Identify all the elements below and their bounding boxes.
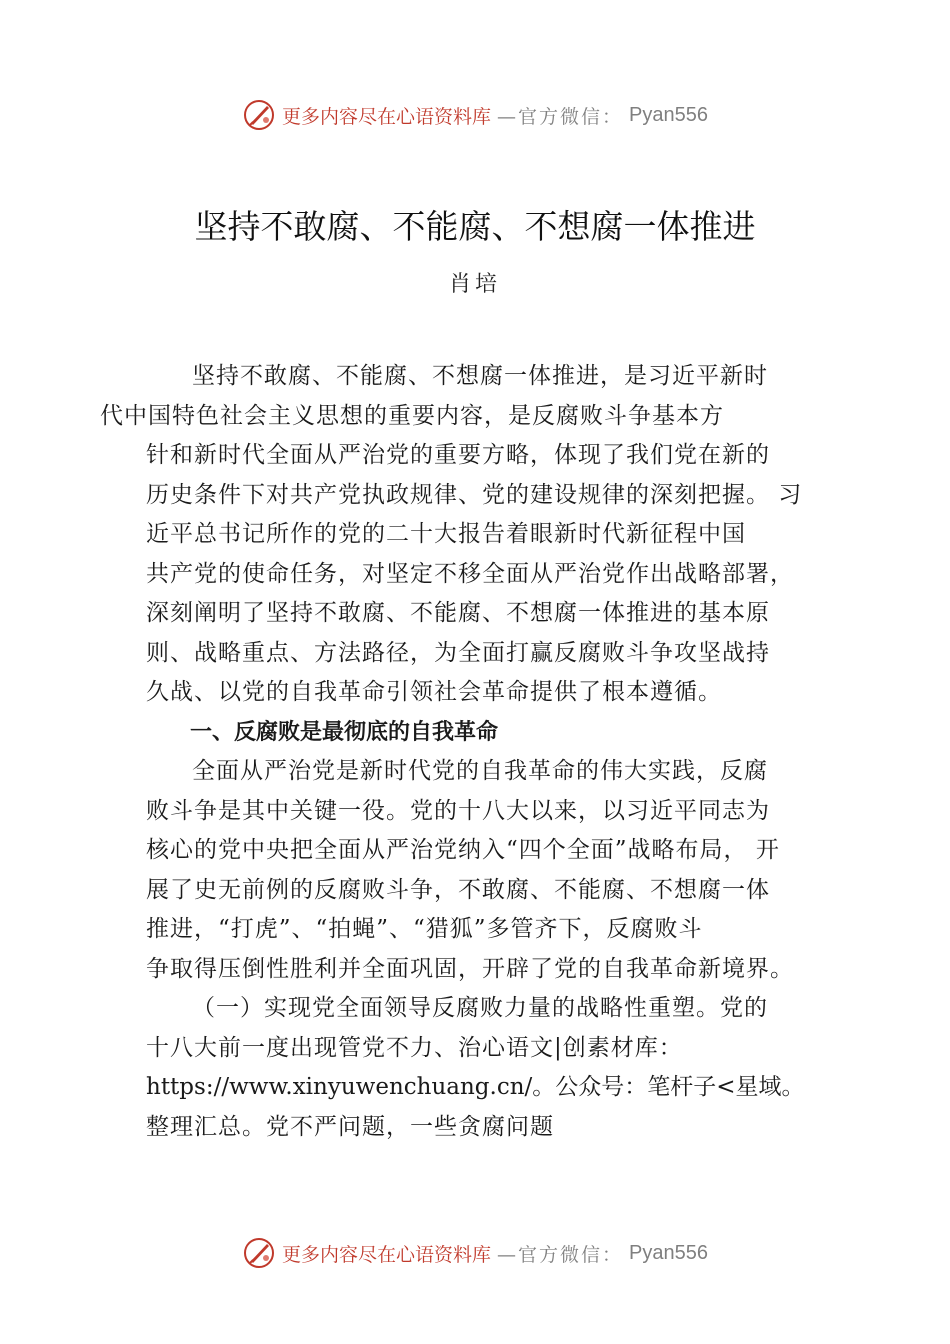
paragraph-2 [146,752,806,989]
banner-red-text: 更多内容尽在心语资料库 [282,1243,492,1266]
text-line: 核心的党中央把全面从严治党纳入“四个全面”战略布局， 开 [146,837,780,863]
banner-red-text: 更多内容尽在心语资料库 [282,105,492,128]
header-watermark-banner [0,95,950,135]
text-line: 则、战略重点、方法路径，为全面打赢反腐败斗争攻坚战持 [146,639,770,666]
paragraph-3 [146,989,806,1147]
text-line: （一）实现党全面领导反腐败力量的战略性重塑。党的 [192,995,768,1021]
text-line: 共产党的使命任务，对坚定不移全面从严治党作出战略部署， [146,560,794,587]
text-line: 近平总书记所作的党的二十大报告着眼新时代新征程中国 [146,521,746,547]
text-line: 深刻阐明了坚持不敢腐、不能腐、不想腐一体推进的基本原 [146,600,770,626]
banner-gray-text: —官方微信： [497,105,624,128]
paragraph-1 [100,357,806,713]
quill-logo-icon [242,1236,276,1270]
text-line: 败斗争是其中关键一役。党的十八大以来，以习近平同志为 [146,797,770,824]
text-line: 历史条件下对共产党执政规律、党的建设规律的深刻把握。 习 [146,481,803,508]
banner-wechat-id: Pyan556 [629,1241,708,1264]
text-line: https://www.xinyuwenchuang.cn/。公众号：笔杆子<星域。 [146,1074,805,1100]
text-line: 争取得压倒性胜利并全面巩固，开辟了党的自我革命新境界。 [146,955,794,982]
banner-wechat-id: Pyan556 [629,103,708,126]
text-line: 展了史无前例的反腐败斗争，不敢腐、不能腐、不想腐一体 [146,876,770,903]
text-line: 针和新时代全面从严治党的重要方略，体现了我们党在新的 [146,442,770,468]
text-line: 全面从严治党是新时代党的自我革命的伟大实践，反腐 [192,758,768,784]
text-line: 十八大前一度出现管党不力、治心语文|创素材库： [146,1034,683,1061]
text-line: 整理汇总。党不严问题，一些贪腐问题 [146,1113,554,1140]
text-line: 推进，“打虎”、“拍蝇”、“猎狐”多管齐下，反腐败斗 [146,916,703,942]
banner-gray-text: —官方微信： [497,1243,624,1266]
footer-watermark-banner [0,1233,950,1273]
document-author: 肖培 [448,272,501,297]
text-line: 坚持不敢腐、不能腐、不想腐一体推进，是习近平新时 [192,363,768,389]
document-body [100,357,806,1147]
section-heading-1: 一、反腐败是最彻底的自我革命 [190,719,499,745]
quill-logo-icon [242,98,276,132]
text-line: 代中国特色社会主义思想的重要内容，是反腐败斗争基本方 [100,402,724,429]
text-line: 久战、以党的自我革命引领社会革命提供了根本遵循。 [146,679,722,705]
document-title: 坚持不敢腐、不能腐、不想腐一体推进 [194,207,756,246]
